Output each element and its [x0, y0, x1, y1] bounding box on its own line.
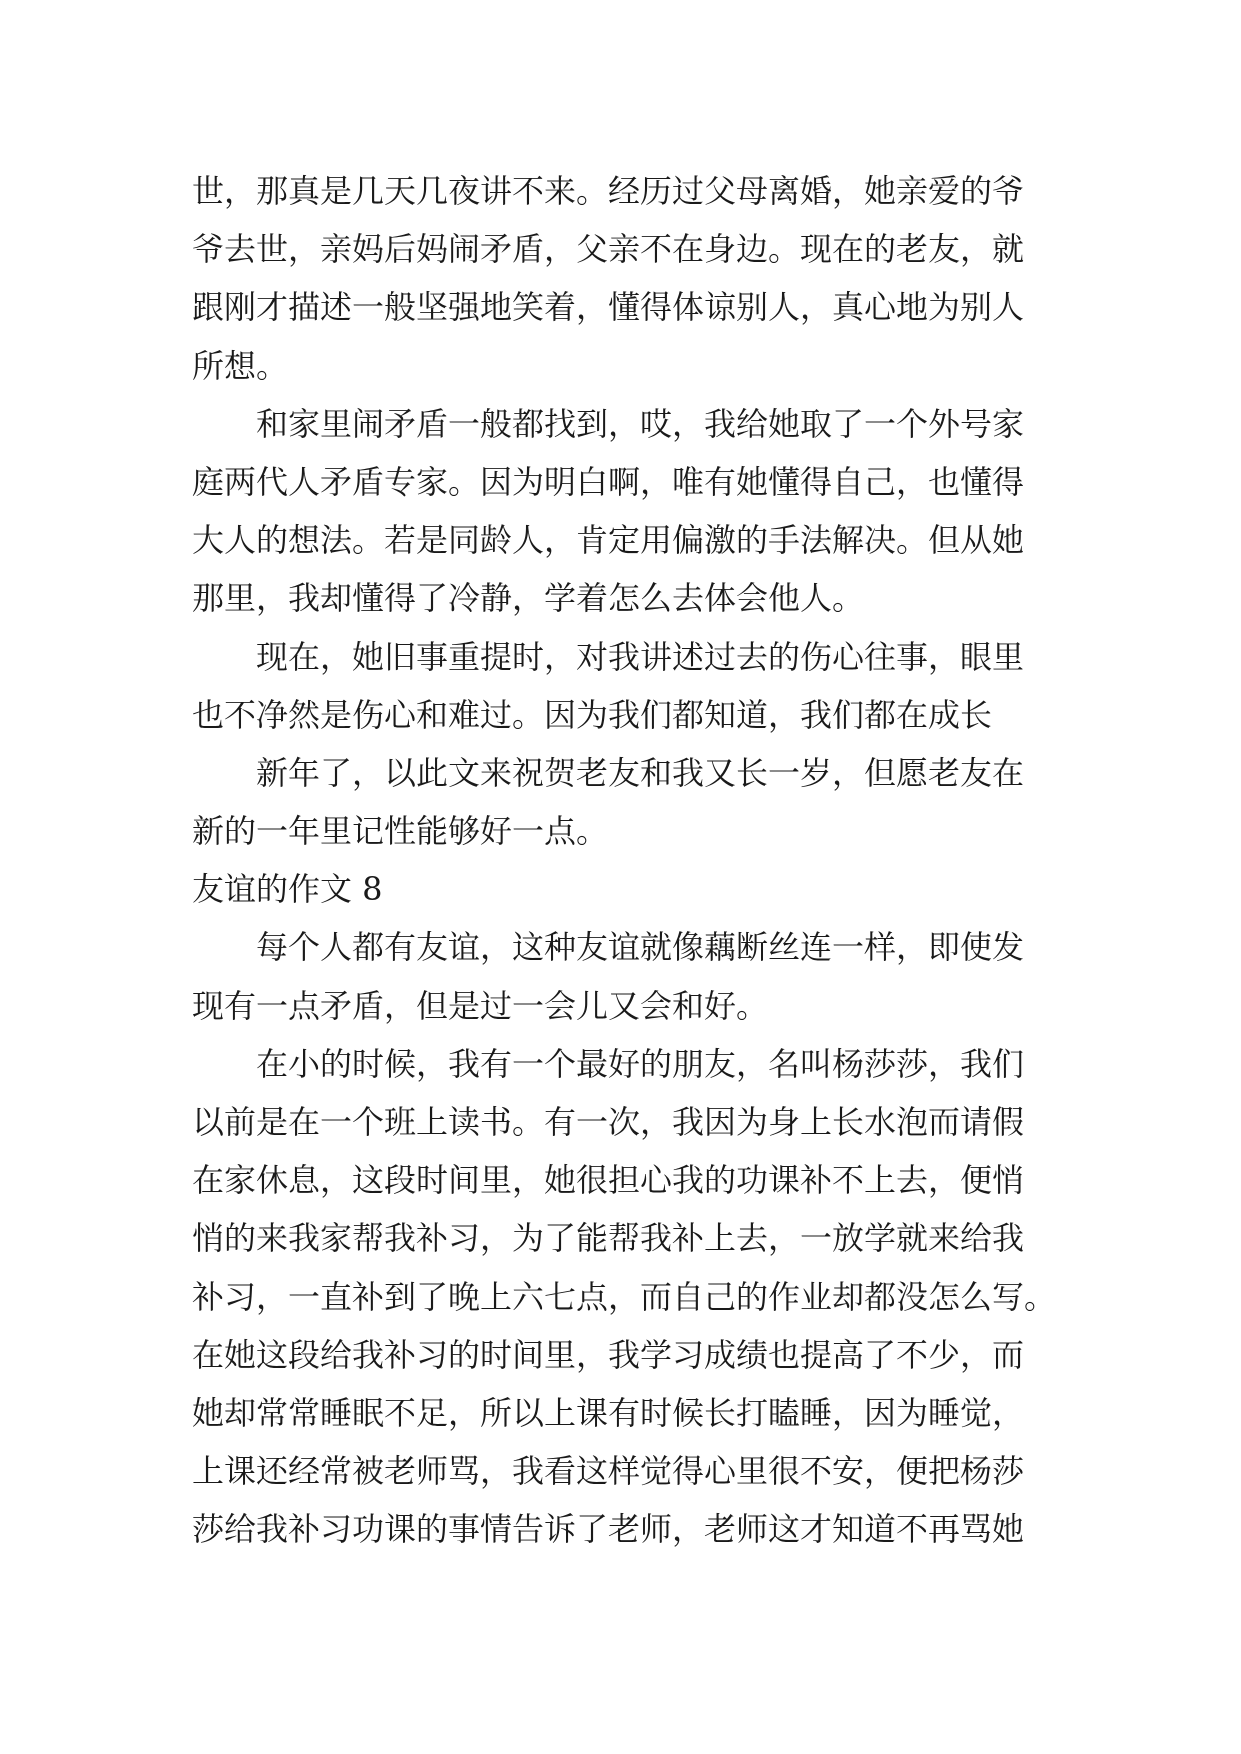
text-line: 友谊的作文 8 [192, 870, 383, 909]
paragraph-first-line: 和家里闹矛盾一般都找到，哎，我给她取了一个外号家 [256, 404, 1025, 443]
paragraph-first-line: 在小的时候，我有一个最好的朋友，名叫杨莎莎，我们 [256, 1044, 1025, 1083]
paragraph-first-line: 每个人都有友谊，这种友谊就像藕断丝连一样，即使发 [256, 928, 1025, 967]
text-line: 悄的来我家帮我补习，为了能帮我补上去，一放学就来给我 [192, 1219, 1025, 1258]
text-line: 所想。 [192, 346, 289, 385]
text-line: 在她这段给我补习的时间里，我学习成绩也提高了不少，而 [192, 1335, 1025, 1374]
text-line: 在家休息，这段时间里，她很担心我的功课补不上去，便悄 [192, 1161, 1025, 1200]
paragraph-first-line: 现在，她旧事重提时，对我讲述过去的伤心往事，眼里 [256, 637, 1025, 676]
text-line: 爷去世，亲妈后妈闹矛盾，父亲不在身边。现在的老友，就 [192, 230, 1025, 269]
text-line: 也不净然是伤心和难过。因为我们都知道，我们都在成长 [192, 695, 993, 734]
text-line: 莎给我补习功课的事情告诉了老师，老师这才知道不再骂她 [192, 1510, 1025, 1549]
text-line: 那里，我却懂得了冷静，学着怎么去体会他人。 [192, 579, 865, 618]
text-line: 现有一点矛盾，但是过一会儿又会和好。 [192, 986, 769, 1025]
text-line: 她却常常睡眠不足，所以上课有时候长打瞌睡，因为睡觉， [192, 1393, 1025, 1432]
text-line: 庭两代人矛盾专家。因为明白啊，唯有她懂得自己，也懂得 [192, 462, 1025, 501]
text-line: 补习，一直补到了晚上六七点，而自己的作业却都没怎么写。 [192, 1277, 1057, 1316]
paragraph-first-line: 新年了，以此文来祝贺老友和我又长一岁，但愿老友在 [256, 753, 1025, 792]
text-line: 新的一年里记性能够好一点。 [192, 812, 609, 851]
text-line: 跟刚才描述一般坚强地笑着，懂得体谅别人，真心地为别人 [192, 288, 1025, 327]
text-line: 大人的想法。若是同龄人，肯定用偏激的手法解决。但从她 [192, 521, 1025, 560]
text-line: 以前是在一个班上读书。有一次，我因为身上长水泡而请假 [192, 1103, 1025, 1141]
text-line: 世，那真是几天几夜讲不来。经历过父母离婚，她亲爱的爷 [192, 172, 1025, 210]
essay-text-block [192, 162, 1072, 1559]
text-line: 上课还经常被老师骂，我看这样觉得心里很不安，便把杨莎 [192, 1452, 1025, 1491]
